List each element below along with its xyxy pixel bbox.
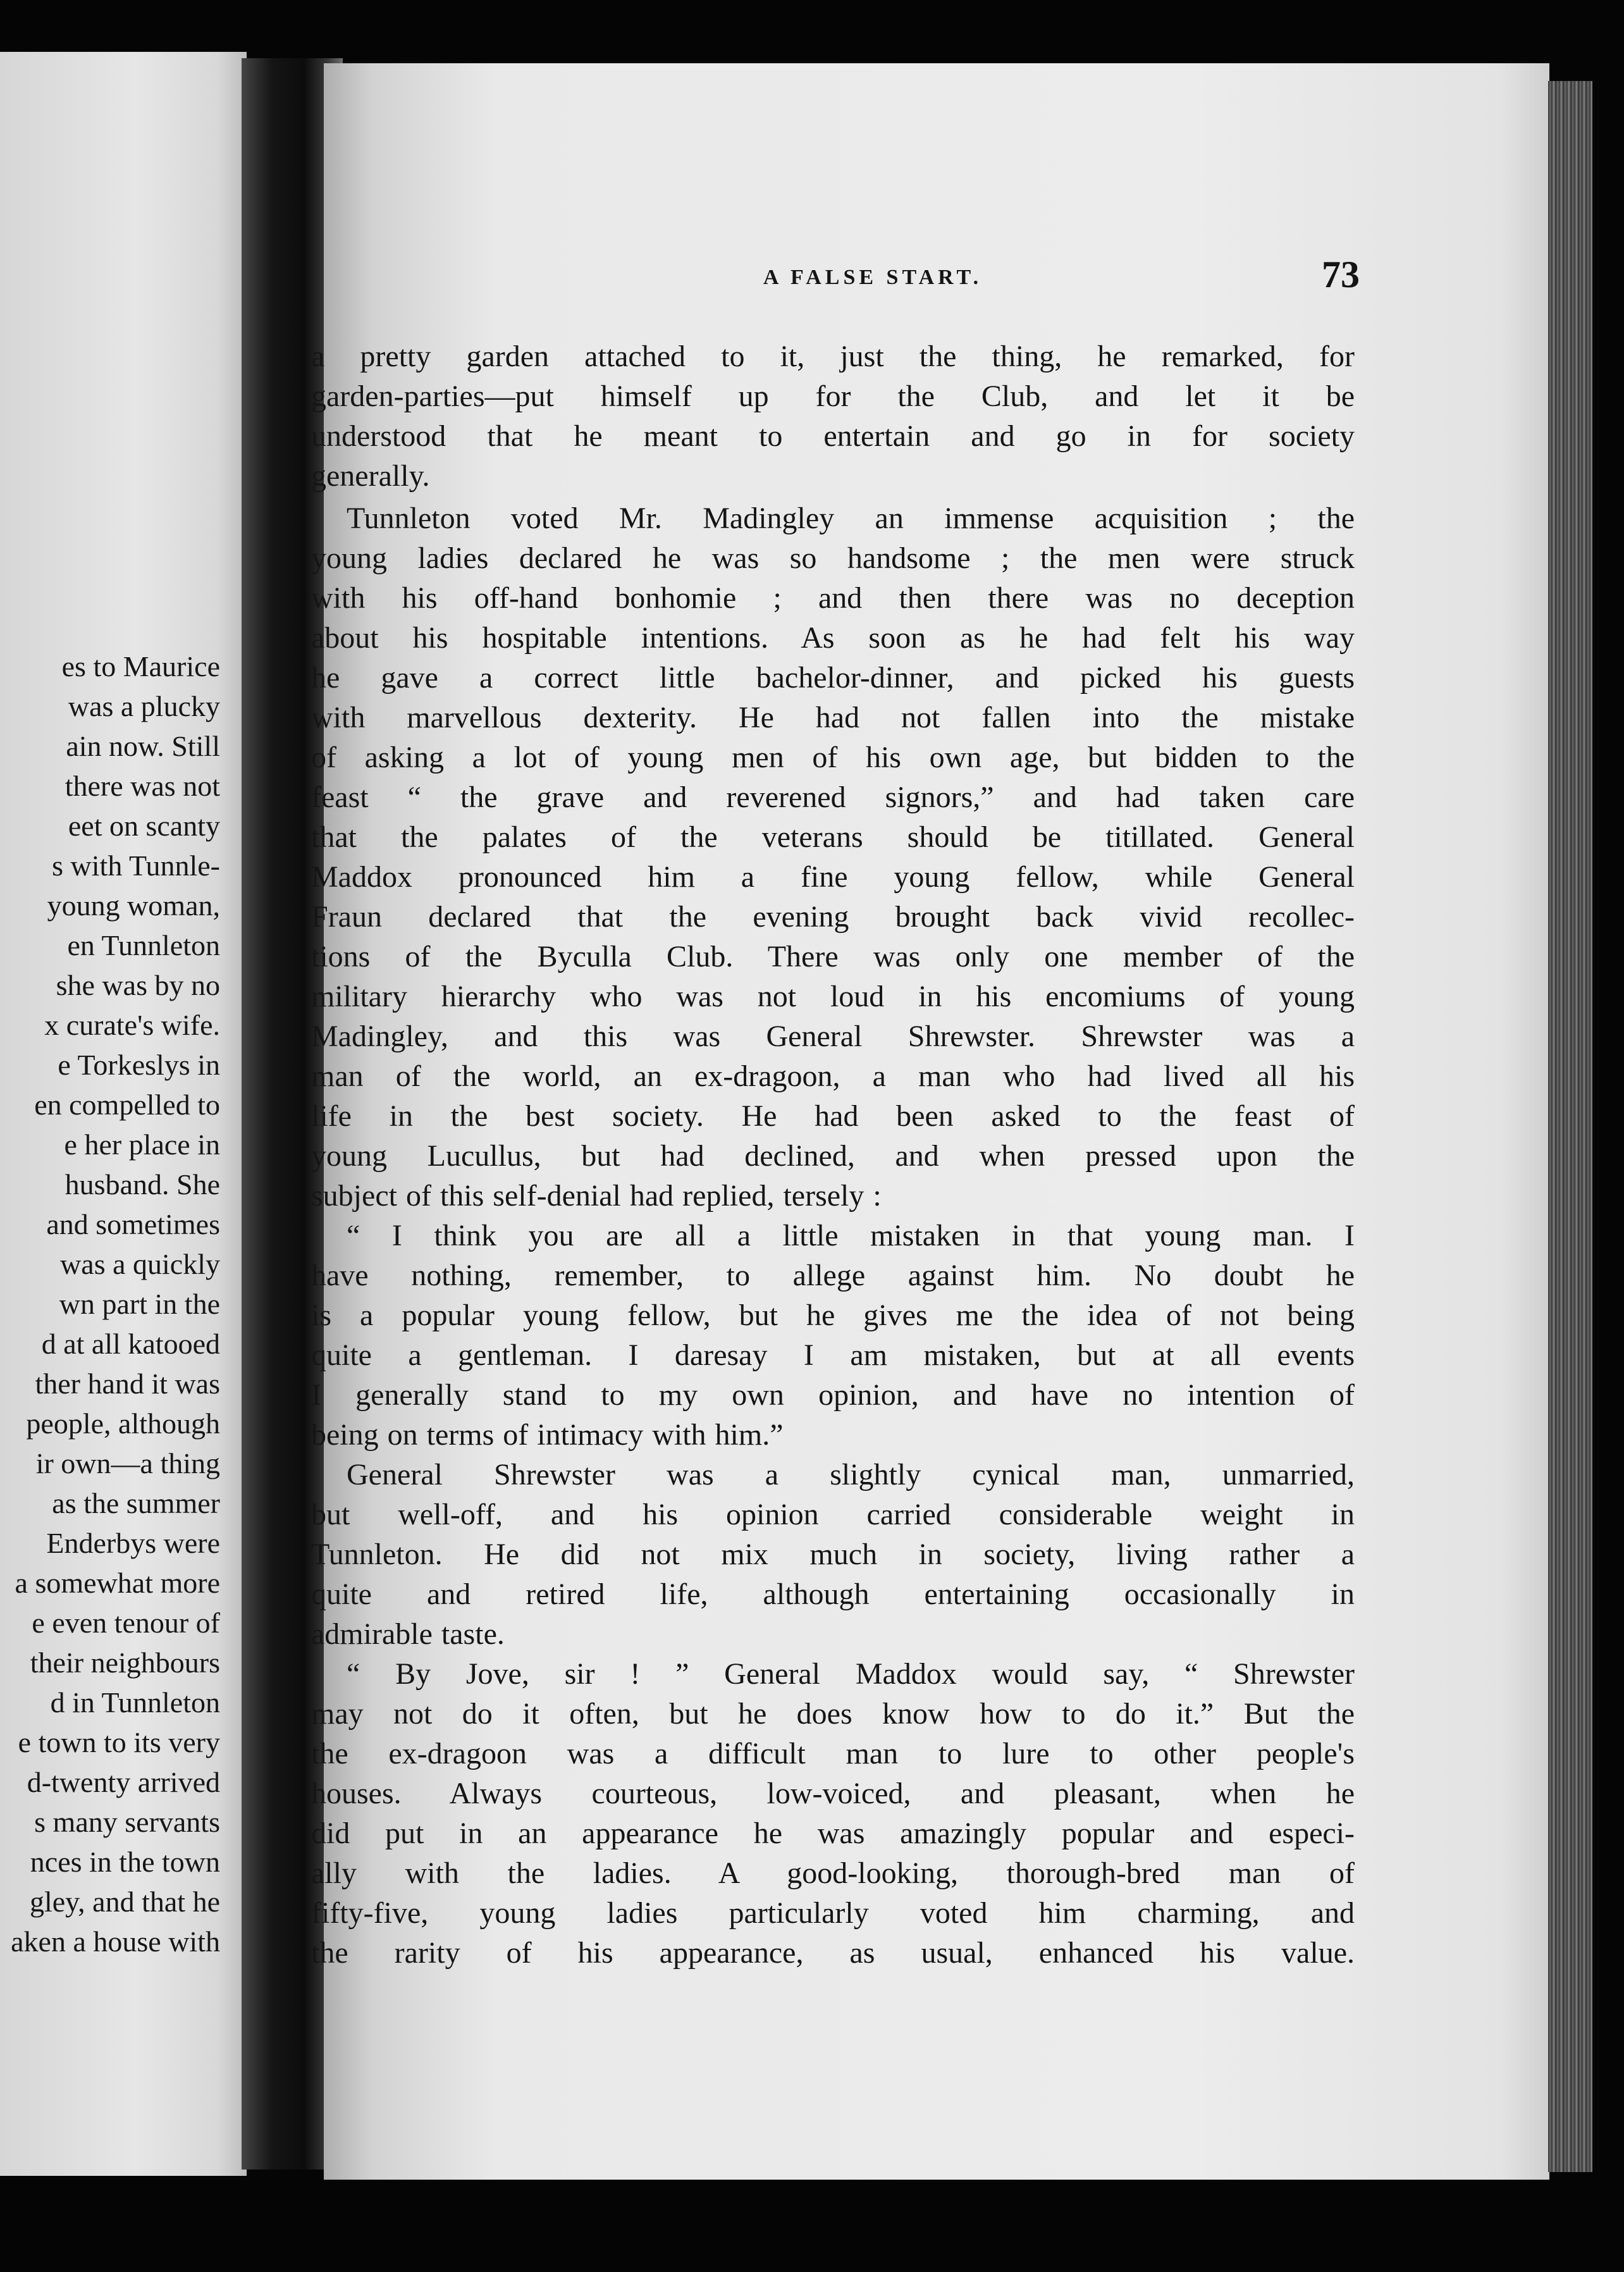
- left-page-line: en Tunnleton: [67, 929, 220, 961]
- text-line: with marvellous dexterity. He had not fallen into the mistake: [311, 701, 1355, 734]
- text-line: with his off-hand bonhomie ; and then there was no deception: [311, 581, 1355, 615]
- page-number: 73: [1322, 254, 1360, 295]
- left-page-line: s with Tunnle-: [52, 849, 220, 882]
- left-page-line: e Torkeslys in: [58, 1049, 220, 1081]
- page-edges: [1548, 81, 1592, 2172]
- text-line: generally.: [311, 459, 430, 493]
- left-page-line: Enderbys were: [46, 1527, 220, 1559]
- left-page-line: was a plucky: [68, 690, 220, 722]
- left-page-line: gley, and that he: [29, 1886, 220, 1918]
- left-page-line: e even tenour of: [32, 1607, 220, 1639]
- text-line: quite a gentleman. I daresay I am mistaken, but at all events: [311, 1338, 1355, 1372]
- text-line: I generally stand to my own opinion, and have no intention of: [311, 1378, 1355, 1412]
- left-page-line: e town to its very: [18, 1726, 220, 1758]
- text-line: about his hospitable intentions. As soon as he had felt his way: [311, 621, 1355, 655]
- left-page-line: d-twenty arrived: [27, 1766, 220, 1798]
- left-page-line: eet on scanty: [68, 810, 220, 842]
- text-line: Madingley, and this was General Shrewster. Shrewster was a: [311, 1020, 1355, 1053]
- text-line: tions of the Byculla Club. There was only one member of the: [311, 940, 1355, 973]
- left-page-line: ther hand it was: [35, 1368, 220, 1400]
- left-page-line: x curate's wife.: [44, 1009, 220, 1041]
- text-line: Tunnleton voted Mr. Madingley an immense acquisition ; the: [347, 502, 1355, 535]
- left-page-line: nces in the town: [30, 1846, 220, 1878]
- text-line: subject of this self-denial had replied, tersely :: [311, 1179, 882, 1213]
- text-line: quite and retired life, although entertaining occasionally in: [311, 1577, 1355, 1611]
- left-page-line: she was by no: [56, 969, 220, 1001]
- left-page-line: people, although: [26, 1407, 220, 1440]
- text-line: is a popular young fellow, but he gives me the idea of not being: [311, 1299, 1355, 1332]
- text-line: Maddox pronounced him a fine young fellow, while General: [311, 860, 1355, 894]
- left-page-line: as the summer: [52, 1487, 220, 1519]
- left-page-line: and sometimes: [46, 1208, 220, 1240]
- text-line: “ By Jove, sir ! ” General Maddox would say, “ Shrewster: [347, 1657, 1355, 1691]
- text-line: Tunnleton. He did not mix much in society, living rather a: [311, 1538, 1355, 1571]
- text-line: did put in an appearance he was amazingly popular and especi-: [311, 1817, 1355, 1850]
- left-page-line: d in Tunnleton: [50, 1686, 220, 1719]
- text-line: ally with the ladies. A good-looking, thorough-bred man of: [311, 1856, 1355, 1890]
- text-line: young Lucullus, but had declined, and when pressed upon the: [311, 1139, 1355, 1173]
- text-line: admirable taste.: [311, 1617, 505, 1651]
- left-page-line: s many servants: [34, 1806, 220, 1838]
- left-page-line: husband. She: [65, 1168, 220, 1201]
- text-line: fifty-five, young ladies particularly voted him charming, and: [311, 1896, 1355, 1930]
- text-line: being on terms of intimacy with him.”: [311, 1418, 784, 1452]
- left-page-line: aken a house with: [11, 1925, 220, 1958]
- text-line: of asking a lot of young men of his own age, but bidden to the: [311, 741, 1355, 774]
- left-page-line: es to Maurice: [61, 650, 220, 682]
- text-line: understood that he meant to entertain and go in for society: [311, 419, 1355, 453]
- text-line: the ex-dragoon was a difficult man to lure to other people's: [311, 1737, 1355, 1770]
- left-page-line: wn part in the: [59, 1288, 220, 1320]
- text-line: may not do it often, but he does know how to do it.” But the: [311, 1697, 1355, 1731]
- left-page-line: ain now. Still: [66, 730, 220, 762]
- left-page-line: d at all katooed: [41, 1328, 220, 1360]
- text-line: have nothing, remember, to allege against him. No doubt he: [311, 1259, 1355, 1292]
- text-line: man of the world, an ex-dragoon, a man who had lived all his: [311, 1059, 1355, 1093]
- text-line: garden-parties—put himself up for the Club, and let it be: [311, 380, 1355, 413]
- left-page-line: a somewhat more: [15, 1567, 220, 1599]
- text-line: life in the best society. He had been asked to the feast of: [311, 1099, 1355, 1133]
- text-line: Fraun declared that the evening brought back vivid recollec-: [311, 900, 1355, 934]
- text-line: a pretty garden attached to it, just the thing, he remarked, for: [311, 340, 1355, 373]
- running-head: A FALSE START.: [763, 266, 983, 289]
- left-page-line: was a quickly: [60, 1248, 220, 1280]
- left-page-line: young woman,: [47, 889, 220, 922]
- text-line: General Shrewster was a slightly cynical man, unmarried,: [347, 1458, 1355, 1491]
- text-line: young ladies declared he was so handsome ; the men were struck: [311, 541, 1355, 575]
- text-line: but well-off, and his opinion carried considerable weight in: [311, 1498, 1355, 1531]
- text-line: feast “ the grave and reverened signors,” and had taken care: [311, 781, 1355, 814]
- left-page-line: their neighbours: [30, 1646, 220, 1679]
- text-line: that the palates of the veterans should be titillated. General: [311, 820, 1355, 854]
- text-line: military hierarchy who was not loud in his encomiums of young: [311, 980, 1355, 1013]
- left-page-line: e her place in: [64, 1128, 220, 1161]
- body-text: [311, 336, 1355, 1973]
- text-line: the rarity of his appearance, as usual, enhanced his value.: [311, 1936, 1355, 1970]
- text-line: he gave a correct little bachelor-dinner, and picked his guests: [311, 661, 1355, 695]
- left-page-line: en compelled to: [34, 1089, 220, 1121]
- text-line: houses. Always courteous, low-voiced, and pleasant, when he: [311, 1777, 1355, 1810]
- left-page-line: ir own—a thing: [35, 1447, 220, 1479]
- left-page-line: there was not: [65, 770, 220, 802]
- text-line: “ I think you are all a little mistaken in that young man. I: [347, 1219, 1355, 1252]
